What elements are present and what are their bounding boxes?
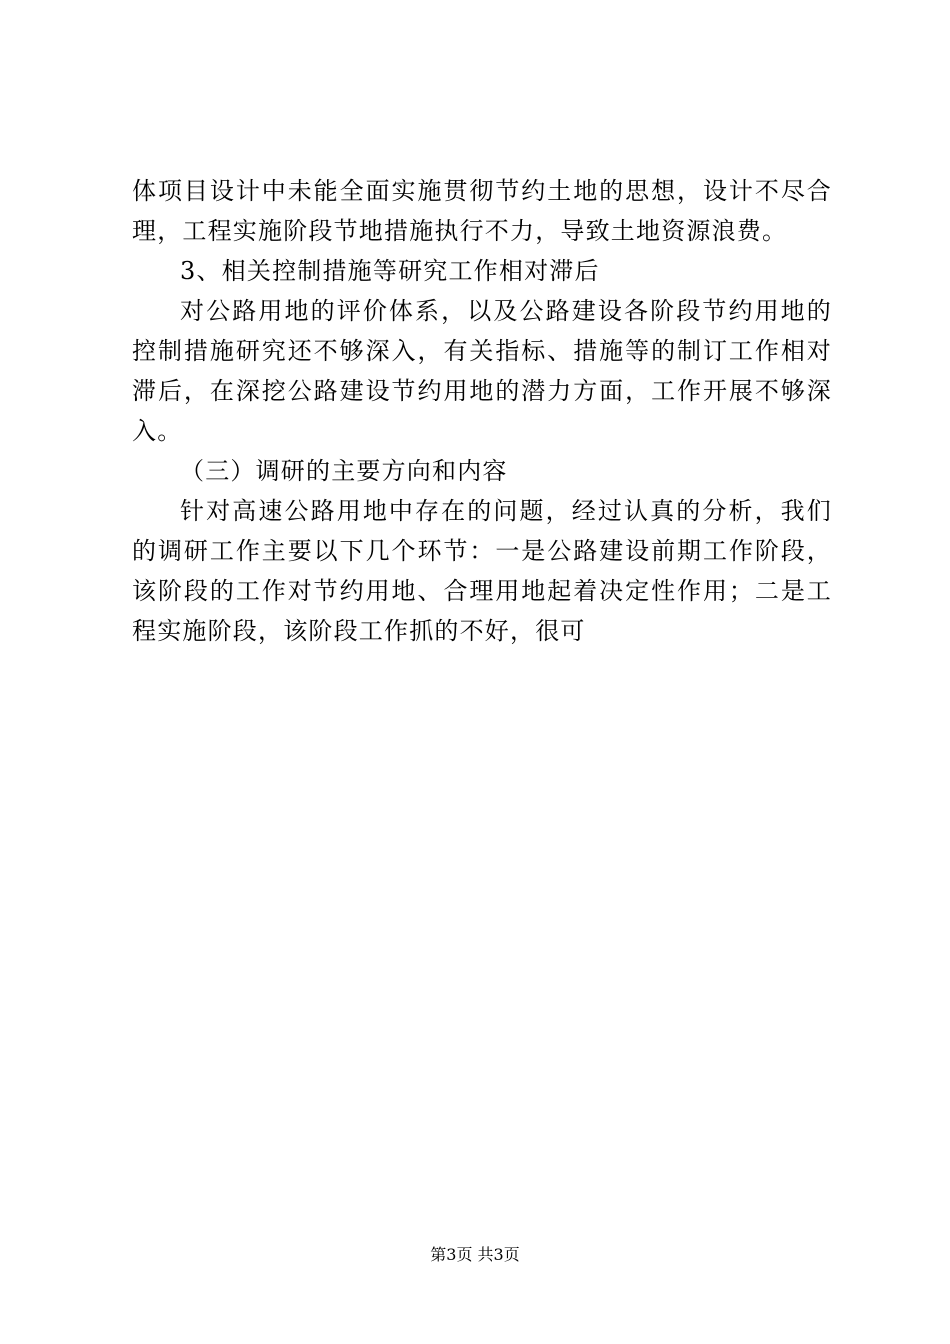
section-heading-3: 3、相关控制措施等研究工作相对滞后 — [180, 257, 600, 285]
paragraph-evaluation-system: 对公路用地的评价体系，以及公路建设各阶段节约用地的控制措施研究还不够深入，有关指标、措施等的制订工作相对滞后，在深挖公路建设节约用地的潜力方面，工作开展不够深入。 — [132, 297, 832, 445]
page-footer: 第3页 共3页 — [430, 1245, 520, 1264]
paragraph-research-content: 针对高速公路用地中存在的问题，经过认真的分析，我们的调研工作主要以下几个环节：一是公路建设前期工作阶段，该阶段的工作对节约用地、合理用地起着决定性作用；二是工程实施阶段，该阶段工作抓的不好，很可 — [132, 497, 832, 645]
paragraph-continuation: 体项目设计中未能全面实施贯彻节约土地的思想，设计不尽合理，工程实施阶段节地措施执行不力，导致土地资源浪费。 — [132, 177, 832, 245]
section-heading-research-direction: （三）调研的主要方向和内容 — [180, 457, 508, 485]
document-body — [132, 171, 832, 651]
